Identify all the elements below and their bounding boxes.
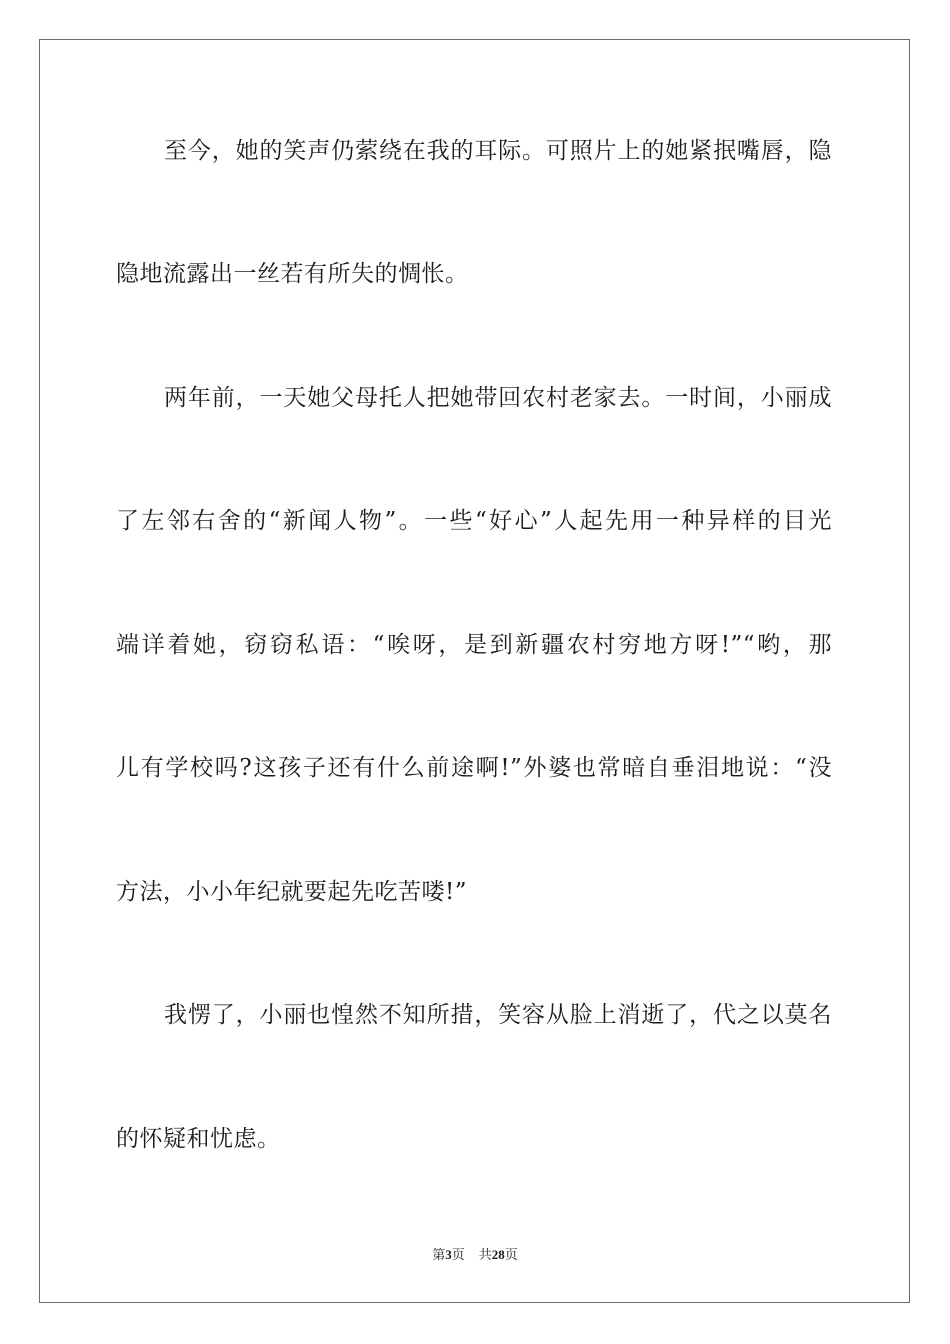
paragraph-2-line-3: 端详着她，窃窃私语：“唉呀，是到新疆农村穷地方呀!”“哟，那 — [116, 632, 832, 658]
page-suffix: 页 — [451, 1247, 465, 1262]
total-suffix: 页 — [504, 1247, 518, 1262]
paragraph-2-line-4: 儿有学校吗?这孩子还有什么前途啊!”外婆也常暗自垂泪地说：“没 — [116, 755, 832, 781]
paragraph-2-line-1: 两年前，一天她父母托人把她带回农村老家去。一时间，小丽成 — [164, 385, 832, 411]
total-prefix: 共 — [478, 1247, 492, 1262]
paragraph-3-line-1: 我愣了，小丽也惶然不知所措，笑容从脸上消逝了，代之以莫名 — [164, 1002, 832, 1028]
page-border — [39, 39, 910, 1303]
paragraph-1-line-1: 至今，她的笑声仍萦绕在我的耳际。可照片上的她紧抿嘴唇，隐 — [164, 138, 832, 164]
page-prefix: 第 — [432, 1247, 446, 1262]
page-number: 3 — [445, 1247, 452, 1262]
paragraph-1-line-2: 隐地流露出一丝若有所失的惆怅。 — [116, 261, 469, 287]
paragraph-3-line-2: 的怀疑和忧虑。 — [116, 1126, 281, 1152]
total-pages: 28 — [491, 1247, 505, 1262]
paragraph-2-line-2: 了左邻右舍的“新闻人物”。一些“好心”人起先用一种异样的目光 — [116, 508, 832, 534]
page-footer — [0, 1246, 950, 1264]
paragraph-2-line-5: 方法，小小年纪就要起先吃苦喽!” — [116, 879, 468, 905]
